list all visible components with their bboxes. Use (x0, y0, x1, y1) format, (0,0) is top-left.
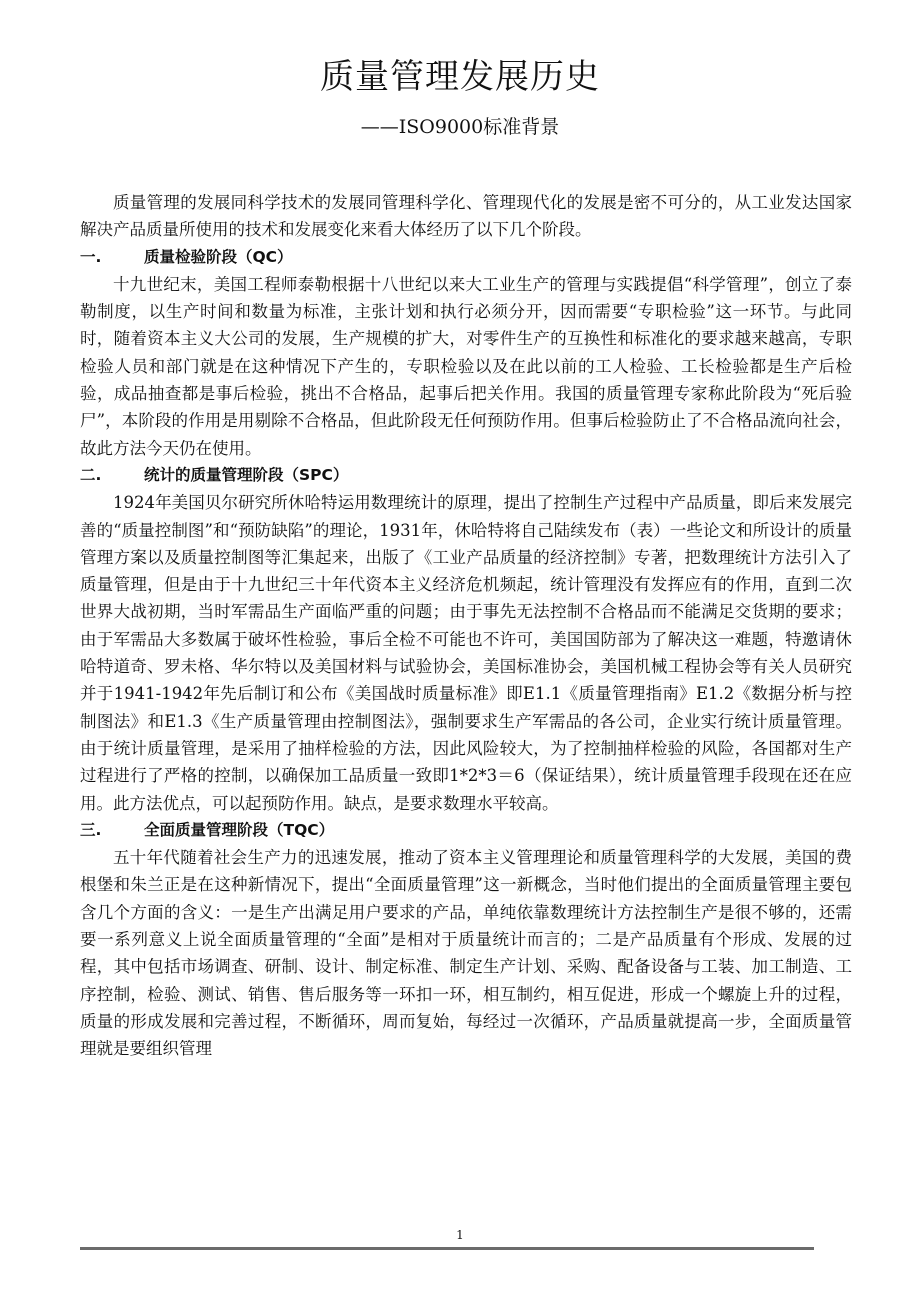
section-number: 一. (80, 247, 102, 266)
page-number: 1 (456, 1228, 464, 1242)
section-heading-tqc (80, 817, 852, 844)
section-paragraph-tqc: 五十年代随着社会生产力的迅速发展，推动了资本主义管理理论和质量管理科学的大发展，美国的费根堡和朱兰正是在这种新情况下，提出“全面质量管理”这一新概念，当时他们提出的全面质量管理主要包含几个方面的含义：一是生产出满足用户要求的产品，单纯依靠数理统计方法控制生产是很不够的，还需要一系列意义上说全面质量管理的“全面”是相对于质量统计而言的；二是产品质量有个形成、发展的过程，其中包括市场调查、研制、设计、制定标准、制定生产计划、采购、配备设备与工装、加工制造、工序控制，检验、测试、销售、售后服务等一环扣一环，相互制约，相互促进，形成一个螺旋上升的过程，质量的形成发展和完善过程，不断循环，周而复始，每经过一次循环，产品质量就提高一步，全面质量管理就是要组织管理 (80, 848, 852, 1059)
intro-paragraph: 质量管理的发展同科学技术的发展同管理科学化、管理现代化的发展是密不可分的，从工业发达国家解决产品质量所使用的技术和发展变化来看大体经历了以下几个阶段。 (80, 193, 852, 240)
document-body (80, 189, 852, 1063)
section-heading-text: 全面质量管理阶段（TQC） (144, 820, 335, 839)
section-number: 二. (80, 465, 102, 484)
section-paragraph-qc: 十九世纪末，美国工程师泰勒根据十八世纪以来大工业生产的管理与实践提倡“科学管理”，创立了泰勒制度，以生产时间和数量为标准，主张计划和执行必须分开，因而需要“专职检验”这一环节。与此同时，随着资本主义大公司的发展，生产规模的扩大，对零件生产的互换性和标准化的要求越来越高，专职检验人员和部门就是在这种情况下产生的，专职检验以及在此以前的工人检验、工长检验都是生产后检验，成品抽查都是事后检验，挑出不合格品，起事后把关作用。我国的质量管理专家称此阶段为“死后验尸”，本阶段的作用是用剔除不合格品，但此阶段无任何预防作用。但事后检验防止了不合格品流向社会，故此方法今天仍在使用。 (80, 274, 852, 458)
page-subtitle: ——ISO9000标准背景 (360, 116, 560, 138)
section-heading-text: 质量检验阶段（QC） (144, 247, 293, 266)
section-number: 三. (80, 820, 102, 839)
section-heading-text: 统计的质量管理阶段（SPC） (144, 465, 349, 484)
footer-divider (80, 1247, 814, 1250)
section-paragraph-spc: 1924年美国贝尔研究所休哈特运用数理统计的原理，提出了控制生产过程中产品质量，即后来发展完善的“质量控制图”和“预防缺陷”的理论，1931年，休哈特将自己陆续发布（表）一些论文和所设计的质量管理方案以及质量控制图等汇集起来，出版了《工业产品质量的经济控制》专著，把数理统计方法引入了质量管理，但是由于十九世纪三十年代资本主义经济危机频起，统计管理没有发挥应有的作用，直到二次世界大战初期，当时军需品生产面临严重的问题；由于事先无法控制不合格品而不能满足交货期的要求；由于军需品大多数属于破坏性检验，事后全检不可能也不许可，美国国防部为了解决这一难题，特邀请休哈特道奇、罗未格、华尔特以及美国材料与试验协会，美国标准协会，美国机械工程协会等有关人员研究并于1941-1942年先后制订和公布《美国战时质量标准》即E1.1《质量管理指南》E1.2《数据分析与控制图法》和E1.3《生产质量管理由控制图法》，强制要求生产军需品的各公司，企业实行统计质量管理。由于统计质量管理，是采用了抽样检验的方法，因此风险较大，为了控制抽样检验的风险，各国都对生产过程进行了严格的控制，以确保加工品质量一致即1*2*3＝6（保证结果），统计质量管理手段现在还在应用。此方法优点，可以起预防作用。缺点，是要求数理水平较高。 (80, 493, 852, 813)
section-heading-qc (80, 244, 852, 271)
section-heading-spc (80, 462, 852, 489)
page-title: 质量管理发展历史 (320, 57, 600, 97)
